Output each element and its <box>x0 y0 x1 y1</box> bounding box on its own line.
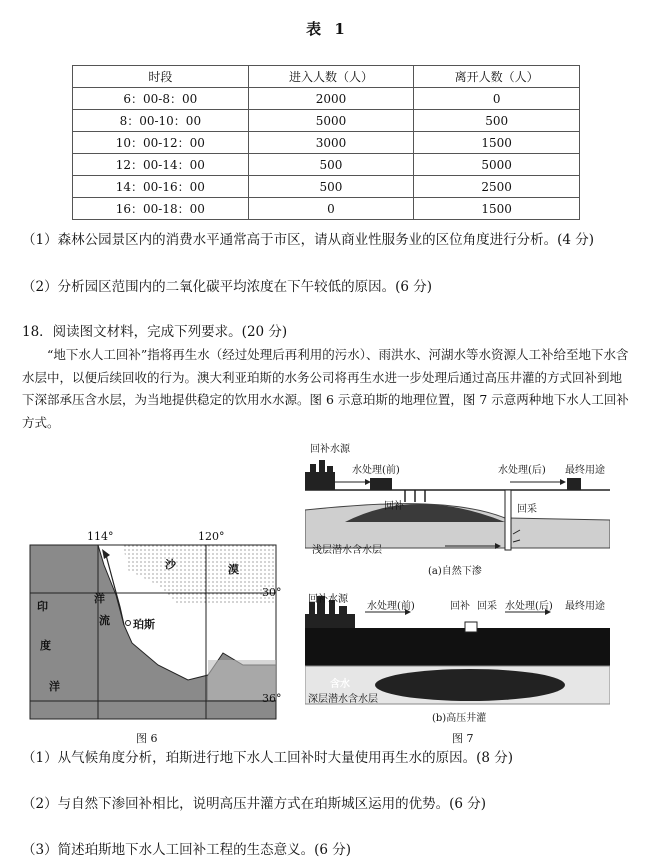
table-row <box>73 154 580 176</box>
fig7b-caption: (b)高压井灌 <box>432 713 487 724</box>
fig7b-extract-label: 回采 <box>477 601 497 612</box>
q18-item-1: （1）从气候角度分析，珀斯进行地下水人工回补时大量使用再生水的原因。(8 分) <box>22 750 514 766</box>
extraction-well-a <box>505 490 511 550</box>
treatment-plant-post-a <box>567 478 581 490</box>
visitor-table <box>72 65 580 220</box>
city-skyline-a <box>305 472 335 490</box>
fig7b-recharge-label: 回补 <box>450 601 470 612</box>
fig7b-source-label: 回补水源 <box>308 594 348 605</box>
table-cell: 8：00-10：00 <box>73 110 249 132</box>
table-cell: 500 <box>248 176 414 198</box>
fig7a-source-label: 回补水源 <box>310 444 350 455</box>
fig7a-recharge-label: 回补 <box>384 501 404 512</box>
ground-layer-b <box>305 628 610 666</box>
q18-item-3: （3）简述珀斯地下水人工回补工程的生态意义。(6 分) <box>22 842 352 858</box>
fig7b-aquifer-short-label: 含水 <box>330 679 350 690</box>
table-row <box>73 132 580 154</box>
table-header-row <box>73 66 580 88</box>
table-header-cell: 进入人数（人） <box>248 66 414 88</box>
table-cell: 12：00-14：00 <box>73 154 249 176</box>
fig7b-treat-pre-label: 水处理(前) <box>367 601 415 612</box>
desert-label-1: 沙 <box>165 558 176 571</box>
table-caption: 表 1 <box>306 20 349 38</box>
recharge-plume-b <box>375 669 565 701</box>
treatment-plant-pre-a <box>370 478 392 490</box>
q18-item-2: （2）与自然下渗回补相比，说明高压井灌方式在珀斯城区运用的优势。(6 分) <box>22 796 487 812</box>
table-header-cell: 离开人数（人） <box>414 66 580 88</box>
table-row <box>73 110 580 132</box>
table-cell: 500 <box>414 110 580 132</box>
q18-material: “地下水人工回补”指将再生水（经过处理后再利用的污水）、雨洪水、河湖水等水资源人工补给至地下水含水层中，以便后续回收的行为。澳大利亚珀斯的水务公司将再生水进一步处理后通过高压井灌的方式回补到地下深部承压含水层，为当地提供稳定的饮用水水源。图 6 示意珀斯的地理位置，图 7 示意两种地下水人工回补方式。 <box>22 347 629 430</box>
table-header-cell: 时段 <box>73 66 249 88</box>
table-cell: 5000 <box>414 154 580 176</box>
ocean-label-2: 度 <box>40 639 51 652</box>
lon-114-label: 114° <box>87 530 114 543</box>
ocean-label-1: 印 <box>37 600 48 613</box>
fig7a-extract-label: 回采 <box>517 504 537 515</box>
fig7b-treat-post-label: 水处理(后) <box>505 601 553 612</box>
fig7b-final-label: 最终用途 <box>565 601 605 612</box>
q17-item-2: （2）分析园区范围内的二氧化碳平均浓度在下午较低的原因。(6 分) <box>22 279 433 295</box>
q18-heading: 18．阅读图文材料，完成下列要求。(20 分) <box>22 324 288 340</box>
lon-120-label: 120° <box>198 530 225 543</box>
table-cell: 10：00-12：00 <box>73 132 249 154</box>
table-cell: 2000 <box>248 88 414 110</box>
table-cell: 3000 <box>248 132 414 154</box>
table-cell: 14：00-16：00 <box>73 176 249 198</box>
q17-item-1: （1）森林公园景区内的消费水平通常高于市区，请从商业性服务业的区位角度进行分析。(4 分) <box>22 232 595 248</box>
table-row <box>73 88 580 110</box>
table-cell: 16：00-18：00 <box>73 198 249 220</box>
ocean-label-3: 洋 <box>49 680 60 693</box>
table-cell: 1500 <box>414 132 580 154</box>
fig7b-aquifer-label: 深层潜水含水层 <box>308 694 378 705</box>
desert-label-2: 漠 <box>228 563 239 576</box>
figure-7-caption: 图 7 <box>452 732 474 745</box>
table-cell: 0 <box>414 88 580 110</box>
fig7a-treat-post-label: 水处理(后) <box>498 465 546 476</box>
fig7a-caption: (a)自然下渗 <box>428 566 482 577</box>
table-cell: 6：00-8：00 <box>73 88 249 110</box>
table-row <box>73 198 580 220</box>
perth-city-marker <box>126 621 131 626</box>
lat-36-label: 36° <box>262 692 282 705</box>
table-cell: 5000 <box>248 110 414 132</box>
current-label-2: 流 <box>99 614 110 627</box>
table-cell: 500 <box>248 154 414 176</box>
figure-6-caption: 图 6 <box>136 732 158 745</box>
table-cell: 1500 <box>414 198 580 220</box>
table-cell: 2500 <box>414 176 580 198</box>
fig7a-treat-pre-label: 水处理(前) <box>352 465 400 476</box>
current-label-1: 洋 <box>94 592 105 605</box>
fig7a-final-label: 最终用途 <box>565 465 605 476</box>
fig7a-aquifer-label: 浅层潜水含水层 <box>312 545 382 556</box>
table-cell: 0 <box>248 198 414 220</box>
perth-label: 珀斯 <box>133 618 155 631</box>
injection-well-b <box>465 622 477 632</box>
table-row <box>73 176 580 198</box>
lat-30-label: 30° <box>262 586 282 599</box>
